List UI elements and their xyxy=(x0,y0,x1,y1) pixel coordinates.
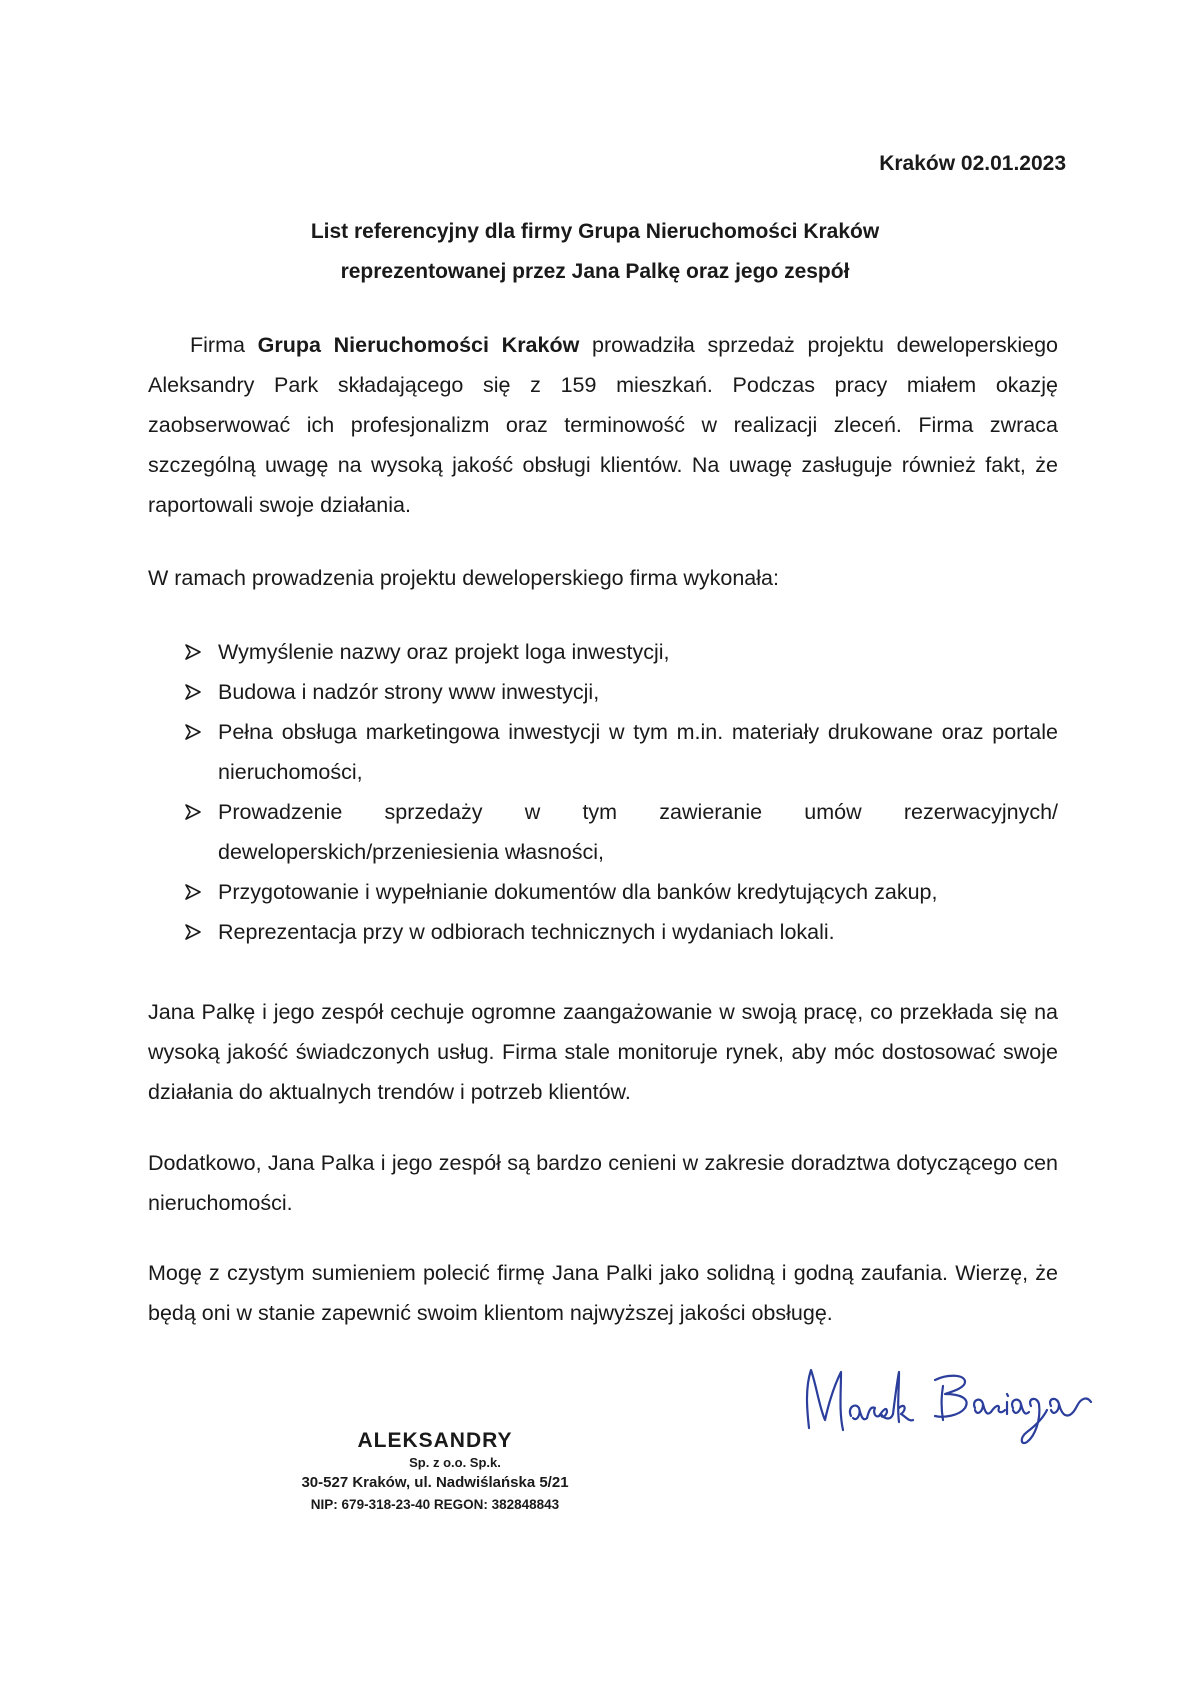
task-text: Budowa i nadzór strony www inwestycji, xyxy=(218,680,600,704)
intro-lead: Firma xyxy=(190,333,245,357)
list-item xyxy=(148,712,1058,792)
stamp-company-name: ALEKSANDRY xyxy=(357,1429,513,1452)
task-text: Pełna obsługa marketingowa inwestycji w tym m.in. materiały drukowane oraz portale nieruchomości, xyxy=(218,720,1058,784)
task-text: Wymyślenie nazwy oraz projekt loga inwestycji, xyxy=(218,640,670,664)
arrowhead-bullet-icon xyxy=(184,803,202,821)
paragraph-tasks-intro: W ramach prowadzenia projektu deweloperskiego firma wykonała: xyxy=(148,566,779,590)
letter-title xyxy=(150,212,1040,292)
intro-rest: prowadziła sprzedaż projektu deweloperskiego Aleksandry Park składającego się z 159 mieszkań. Podczas pracy miałem okazję zaobserwować ich profesjonalizm oraz terminowość w realizacji zleceń. Firma zwraca szczególną uwagę na wysoką jakość obsługi klientów. Na uwagę zasługuje również fakt, że raportowali swoje działania. xyxy=(148,333,1058,517)
list-item xyxy=(148,672,1058,712)
arrowhead-bullet-icon xyxy=(184,723,202,741)
list-item xyxy=(148,912,1058,952)
list-item xyxy=(148,792,1058,872)
paragraph-recommendation: Mogę z czystym sumieniem polecić firmę Jana Palki jako solidną i godną zaufania. Wierzę, że będą oni w stanie zapewnić swoim klientom najwyższej jakości obsługę. xyxy=(148,1261,1058,1325)
task-list xyxy=(148,632,1058,952)
task-text: Prowadzenie sprzedaży w tym zawieranie umów rezerwacyjnych/ deweloperskich/przeniesienia własności, xyxy=(218,800,1058,864)
arrowhead-bullet-icon xyxy=(184,923,202,941)
letter-date: Kraków 02.01.2023 xyxy=(879,152,1066,175)
company-name: Grupa Nieruchomości Kraków xyxy=(257,333,580,357)
arrowhead-bullet-icon xyxy=(184,643,202,661)
list-item xyxy=(148,632,1058,672)
title-line-1: List referencyjny dla firmy Grupa Nieruchomości Kraków xyxy=(310,220,880,243)
task-text: Reprezentacja przy w odbiorach technicznych i wydaniach lokali. xyxy=(218,920,835,944)
paragraph-advisory: Dodatkowo, Jana Palka i jego zespół są bardzo cenieni w zakresie doradztwa dotyczącego cen nieruchomości. xyxy=(148,1151,1058,1215)
company-stamp xyxy=(300,1428,570,1516)
paragraph-intro xyxy=(148,325,1058,525)
handwritten-signature xyxy=(795,1358,1115,1458)
stamp-address: 30-527 Kraków, ul. Nadwiślańska 5/21 xyxy=(301,1474,569,1491)
arrowhead-bullet-icon xyxy=(184,883,202,901)
arrowhead-bullet-icon xyxy=(184,683,202,701)
title-line-2: reprezentowanej przez Jana Palkę oraz jego zespół xyxy=(340,260,850,283)
list-item xyxy=(148,872,1058,912)
paragraph-engagement: Jana Palkę i jego zespół cechuje ogromne zaangażowanie w swoją pracę, co przekłada się na wysoką jakość świadczonych usług. Firma stale monitoruje rynek, aby móc dostosować swoje działania do aktualnych trendów i potrzeb klientów. xyxy=(148,1000,1058,1104)
stamp-tax-ids: NIP: 679-318-23-40 REGON: 382848843 xyxy=(310,1497,560,1512)
stamp-legal-form: Sp. z o.o. Sp.k. xyxy=(409,1455,501,1470)
task-text: Przygotowanie i wypełnianie dokumentów dla banków kredytujących zakup, xyxy=(218,880,938,904)
